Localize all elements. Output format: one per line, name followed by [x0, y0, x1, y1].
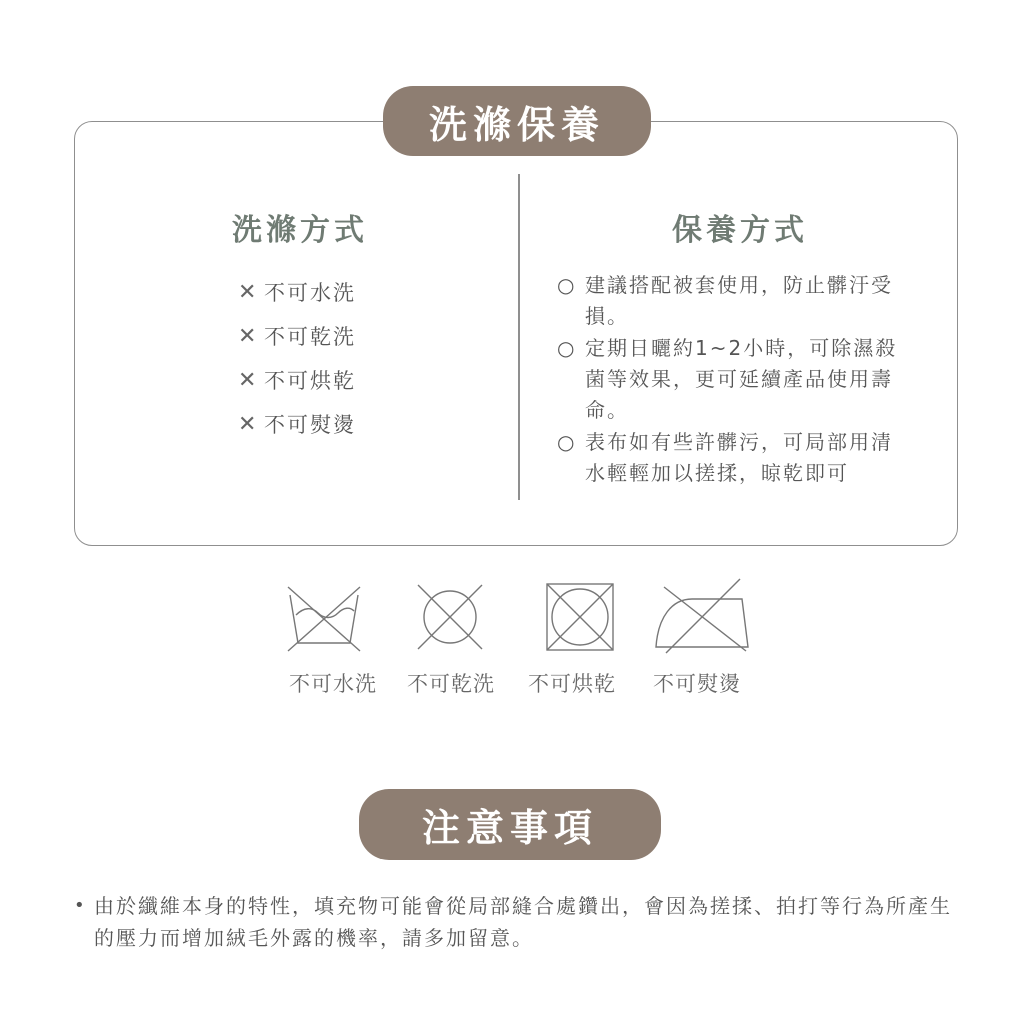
circle-icon: ○ — [557, 336, 577, 360]
care-section-title: 洗滌保養 — [383, 86, 651, 156]
no-wash-icon — [286, 581, 362, 653]
maintenance-method-title: 保養方式 — [672, 213, 808, 248]
cross-icon: ✕ — [238, 367, 259, 393]
wash-method-title: 洗滌方式 — [232, 213, 368, 248]
cross-icon: ✕ — [238, 279, 259, 305]
list-item: ○ 定期日曬約1~2小時，可除濕殺菌等效果，更可延續產品使用壽命。 — [557, 333, 917, 426]
cross-icon: ✕ — [238, 411, 259, 437]
list-item: ○ 建議搭配被套使用，防止髒汙受損。 — [557, 270, 917, 332]
cross-icon: ✕ — [238, 323, 259, 349]
no-wash-label: 不可水洗 — [289, 672, 377, 696]
no-dry-clean-label: 不可乾洗 — [407, 672, 495, 696]
list-item: ✕ 不可熨燙 — [238, 411, 356, 437]
notice-text: • 由於纖維本身的特性，填充物可能會從局部縫合處鑽出，會因為搓揉、拍打等行為所產生的壓力而增加絨毛外露的機率，請多加留意。 — [74, 890, 964, 954]
notice-section-title: 注意事項 — [359, 789, 661, 860]
column-divider — [518, 174, 520, 500]
no-tumble-dry-label: 不可烘乾 — [528, 672, 616, 696]
circle-icon: ○ — [557, 430, 577, 454]
maintenance-list — [557, 270, 917, 490]
list-item: ✕ 不可烘乾 — [238, 367, 356, 393]
care-symbols — [0, 577, 1024, 657]
list-item: ✕ 不可水洗 — [238, 279, 356, 305]
list-item: ○ 表布如有些許髒污，可局部用清水輕輕加以搓揉，晾乾即可 — [557, 427, 917, 489]
wash-list — [238, 270, 356, 446]
no-iron-icon — [652, 577, 752, 655]
bullet-icon: • — [74, 895, 87, 916]
circle-icon: ○ — [557, 273, 577, 297]
list-item: ✕ 不可乾洗 — [238, 323, 356, 349]
no-tumble-dry-icon — [542, 579, 618, 655]
no-dry-clean-icon — [414, 581, 486, 653]
no-iron-label: 不可熨燙 — [653, 672, 741, 696]
